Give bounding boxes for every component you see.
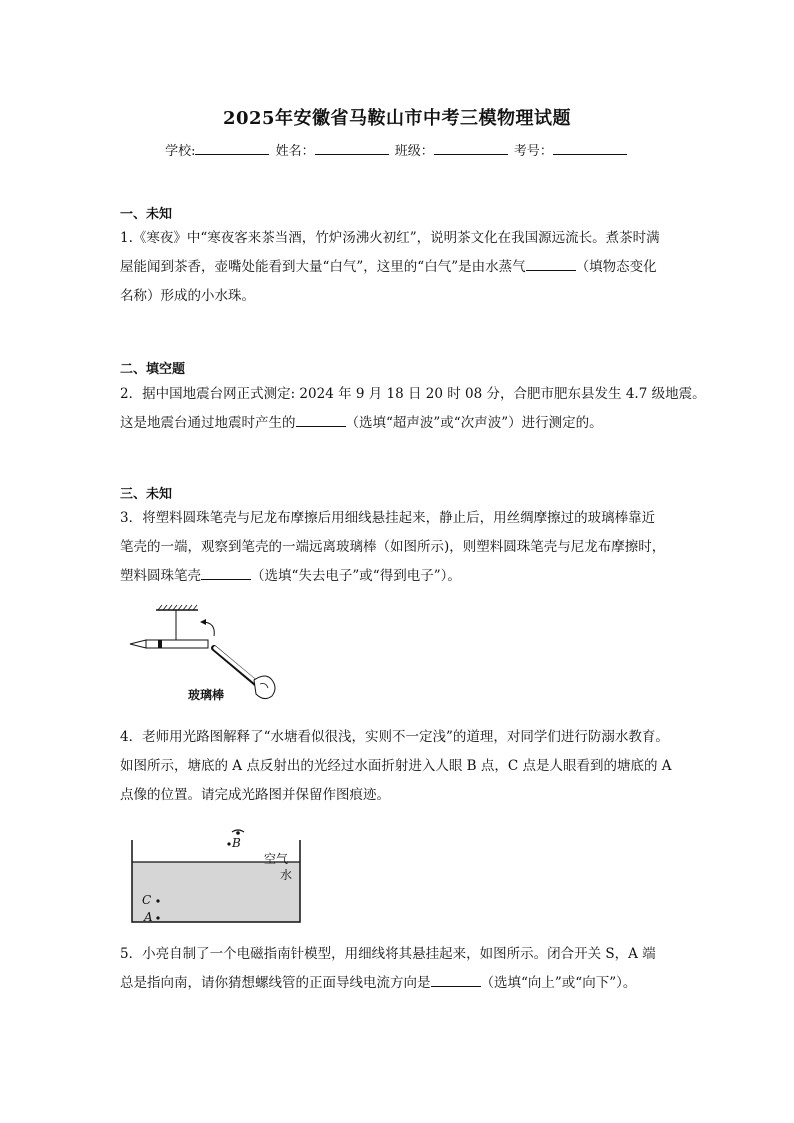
- answer-blank[interactable]: [526, 258, 576, 271]
- question-1: [120, 224, 680, 311]
- point-b-label: B: [232, 836, 241, 850]
- question-line: 5．小亮自制了一个电磁指南针模型，用细线将其悬挂起来，如图所示。闭合开关 S，A 端: [120, 946, 656, 962]
- question-text: 总是指向南，请你猜想螺线管的正面导线电流方向是: [120, 975, 431, 991]
- air-label: 空气: [264, 852, 289, 866]
- school-label: 学校:: [165, 144, 196, 159]
- question-2: [120, 380, 706, 438]
- page-title: 2025年安徽省马鞍山市中考三模物理试题: [222, 108, 572, 129]
- figure-pond: [128, 826, 308, 924]
- figure-pen-and-glass-rod: [126, 600, 286, 710]
- point-a-label: A: [144, 910, 153, 924]
- question-text: （填物态变化: [575, 259, 657, 275]
- class-label: 班级：: [394, 144, 434, 159]
- question-line: 笔壳的一端，观察到笔壳的一端远离玻璃棒（如图所示)，则塑料圆珠笔壳与尼龙布摩擦时，: [120, 539, 666, 555]
- question-3: [120, 504, 680, 591]
- question-line: 点像的位置。请完成光路图并保留作图痕迹。: [120, 787, 390, 803]
- question-5: [120, 940, 680, 998]
- question-line: 名称）形成的小水珠。: [120, 288, 255, 304]
- section-heading: 二、填空题: [120, 362, 186, 377]
- section-heading: 一、未知: [120, 207, 173, 222]
- question-4: [120, 723, 680, 810]
- class-blank[interactable]: [434, 142, 508, 155]
- question-line: [120, 562, 680, 591]
- student-info-line: [0, 140, 794, 159]
- name-label: 姓名：: [275, 144, 315, 159]
- answer-blank[interactable]: [296, 414, 346, 427]
- question-line: 1.《寒夜》中“寒夜客来茶当酒，竹炉汤沸火初红”，说明茶文化在我国源远流长。煮茶时满: [120, 230, 660, 246]
- water-label: 水: [280, 868, 293, 882]
- question-line: 3．将塑料圆珠笔壳与尼龙布摩擦后用细线悬挂起来，静止后，用丝绸摩擦过的玻璃棒靠近: [120, 510, 656, 526]
- question-line: [120, 969, 680, 998]
- number-label: 考号：: [513, 144, 553, 159]
- question-text: （选填“失去电子”或“得到电子”）。: [251, 568, 461, 584]
- question-line: 如图所示，塘底的 A 点反射出的光经过水面折射进入人眼 B 点，C 点是人眼看到的塘底的 A: [120, 758, 672, 774]
- name-blank[interactable]: [315, 142, 389, 155]
- glass-rod-label: 玻璃棒: [188, 688, 225, 702]
- question-line: [120, 253, 680, 282]
- number-blank[interactable]: [553, 142, 627, 155]
- question-text: （选填“向上”或“向下”）。: [480, 975, 637, 991]
- point-c-label: C: [142, 893, 152, 907]
- question-line: [120, 409, 680, 438]
- school-blank[interactable]: [195, 142, 269, 155]
- question-text: 这是地震台通过地震时产生的: [120, 415, 296, 431]
- section-heading: 三、未知: [120, 487, 173, 502]
- question-text: （选填“超声波”或“次声波”）进行测定的。: [345, 415, 603, 431]
- answer-blank[interactable]: [201, 567, 251, 580]
- question-line: 4．老师用光路图解释了“水塘看似很浅，实则不一定浅”的道理，对同学们进行防溺水教育。: [120, 729, 669, 745]
- question-line: 2．据中国地震台网正式测定: 2024 年 9 月 18 日 20 时 08 分，合肥市肥东县发生 4.7 级地震。: [120, 386, 706, 402]
- answer-blank[interactable]: [431, 974, 481, 987]
- question-text: 塑料圆珠笔壳: [120, 568, 201, 584]
- question-text: 屋能闻到茶香，壶嘴处能看到大量“白气”，这里的“白气”是由水蒸气: [120, 259, 526, 275]
